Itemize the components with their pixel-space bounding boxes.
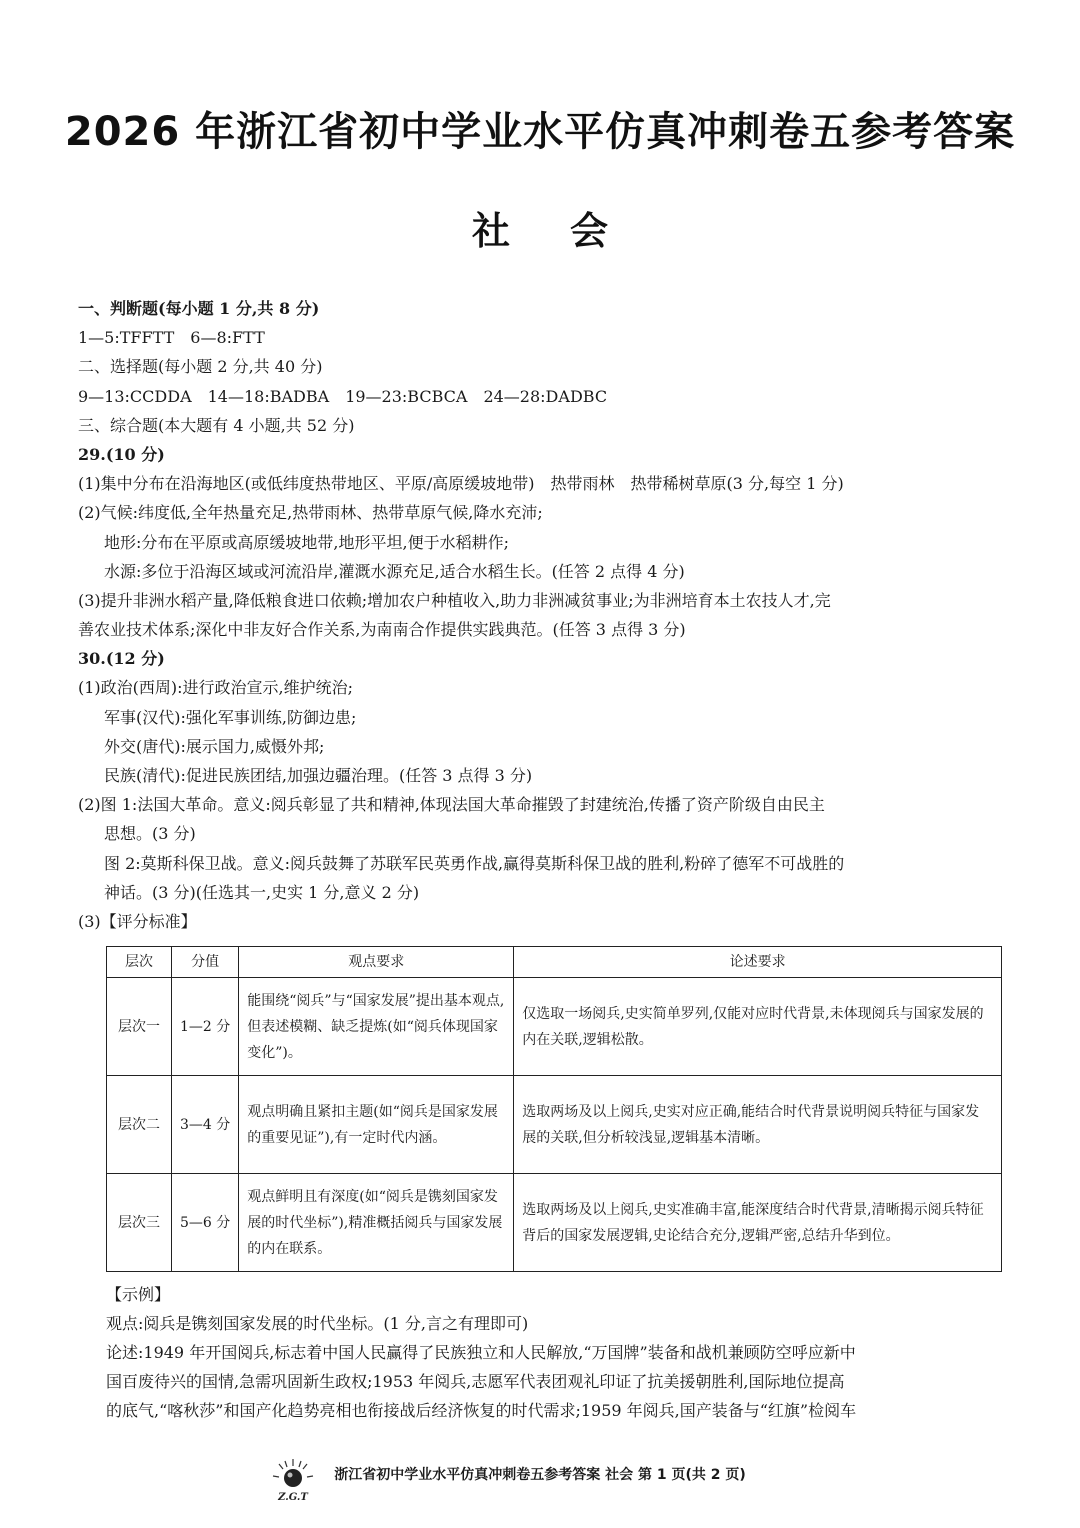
example-view: 观点:阅兵是镌刻国家发展的时代坐标。(1 分,言之有理即可) [106,1314,529,1333]
score-cell: 5—6 分 [172,1174,239,1272]
page-footer: 浙江省初中学业水平仿真冲刺卷五参考答案 社会 第 1 页(共 2 页) [334,1467,746,1483]
score-cell: 1—2 分 [172,978,239,1076]
level-cell: 层次三 [107,1174,172,1272]
question-29-heading: 29.(10 分) [78,444,165,464]
subject-heading: 社会 [471,209,668,253]
example-heading: 【示例】 [106,1285,171,1304]
q29-part2-water: 水源:多位于沿海区域或河流沿岸,灌溉水源充足,适合水稻生长。(任答 2 点得 4 分) [104,561,685,581]
q30-part1-politics: (1)政治(西周):进行政治宣示,维护统治; [78,678,354,698]
table-row [107,1174,1002,1272]
example-argument-line: 论述:1949 年开国阅兵,标志着中国人民赢得了民族独立和人民解放,“万国牌”装备和战机兼顾防空呼应新中 [106,1343,856,1362]
table-header: 分值 [172,947,239,978]
section-heading-comprehensive: 三、综合题(本大题有 4 小题,共 52 分) [78,415,355,435]
q29-part2-climate: (2)气候:纬度低,全年热量充足,热带雨林、热带草原气候,降水充沛; [78,503,543,523]
choice-answers: 9—13:CCDDA 14—18:BADBA 19—23:BCBCA 24—28:DADBC [78,386,608,406]
document-title: 2026 年浙江省初中学业水平仿真冲刺卷五参考答案 [64,109,1016,155]
q29-part1: (1)集中分布在沿海地区(或低纬度热带地区、平原/高原缓坡地带) 热带雨林 热带稀树草原(3 分,每空 1 分) [78,474,844,494]
score-cell: 3—4 分 [172,1076,239,1174]
answer-body [78,294,1008,936]
grading-table [106,946,1002,1272]
argument-requirement-cell: 仅选取一场阅兵,史实简单罗列,仅能对应时代背景,未体现阅兵与国家发展的内在关联,逻辑松散。 [514,978,1002,1076]
view-requirement-cell: 观点明确且紧扣主题(如“阅兵是国家发展的重要见证”),有一定时代内涵。 [239,1076,514,1174]
svg-text:Z.G.T: Z.G.T [278,1492,308,1503]
q30-part2-fig2-line1: 图 2:莫斯科保卫战。意义:阅兵鼓舞了苏联军民英勇作战,赢得莫斯科保卫战的胜利,粉碎了德军不可战胜的 [104,853,845,873]
question-30-heading: 30.(12 分) [78,649,165,669]
view-requirement-cell: 观点鲜明且有深度(如“阅兵是镌刻国家发展的时代坐标”),精准概括阅兵与国家发展的内在联系。 [239,1174,514,1272]
table-header-row [107,947,1002,978]
table-row [107,1076,1002,1174]
q30-part2-fig1-line2: 思想。(3 分) [104,824,196,844]
level-cell: 层次二 [107,1076,172,1174]
table-header: 观点要求 [239,947,514,978]
q30-part3-heading: (3)【评分标准】 [78,911,197,931]
q30-part1-diplomacy: 外交(唐代):展示国力,威慑外邦; [104,736,325,756]
argument-requirement-cell: 选取两场及以上阅兵,史实对应正确,能结合时代背景说明阅兵特征与国家发展的关联,但分析较浅显,逻辑基本清晰。 [514,1076,1002,1174]
q30-part1-ethnic: 民族(清代):促进民族团结,加强边疆治理。(任答 3 点得 3 分) [104,766,533,785]
q29-part3-line2: 善农业技术体系;深化中非友好合作关系,为南南合作提供实践典范。(任答 3 点得 3 分) [78,620,686,640]
q30-part2-fig1-line1: (2)图 1:法国大革命。意义:阅兵彰显了共和精神,体现法国大革命摧毁了封建统治,传播了资产阶级自由民主 [78,795,825,815]
table-header: 论述要求 [514,947,1002,978]
view-requirement-cell: 能围绕“阅兵”与“国家发展”提出基本观点,但表述模糊、缺乏提炼(如“阅兵体现国家变化”)。 [239,978,514,1076]
section-heading-choice: 二、选择题(每小题 2 分,共 40 分) [78,357,323,377]
example-argument-line: 的底气,“喀秋莎”和国产化趋势亮相也衔接战后经济恢复的时代需求;1959 年阅兵,国产装备与“红旗”检阅车 [106,1401,857,1420]
example-section [106,1280,1006,1425]
level-cell: 层次一 [107,978,172,1076]
judgement-answers: 1—5:TFFTT 6—8:FTT [78,328,265,348]
q30-part2-fig2-line2: 神话。(3 分)(任选其一,史实 1 分,意义 2 分) [104,882,420,902]
section-heading-judgement: 一、判断题(每小题 1 分,共 8 分) [78,299,320,318]
q30-part1-military: 军事(汉代):强化军事训练,防御边患; [104,707,357,727]
table-row [107,978,1002,1076]
example-argument-line: 国百废待兴的国情,急需巩固新生政权;1953 年阅兵,志愿军代表团观礼印证了抗美援朝胜利,国际地位提高 [106,1372,845,1391]
q29-part2-terrain: 地形:分布在平原或高原缓坡地带,地形平坦,便于水稻耕作; [104,532,509,552]
argument-requirement-cell: 选取两场及以上阅兵,史实准确丰富,能深度结合时代背景,清晰揭示阅兵特征背后的国家发展逻辑,史论结合充分,逻辑严密,总结升华到位。 [514,1174,1002,1272]
table-header: 层次 [107,947,172,978]
q29-part3-line1: (3)提升非洲水稻产量,降低粮食进口依赖;增加农户种植收入,助力非洲减贫事业;为非洲培育本土农技人才,完 [78,590,831,610]
